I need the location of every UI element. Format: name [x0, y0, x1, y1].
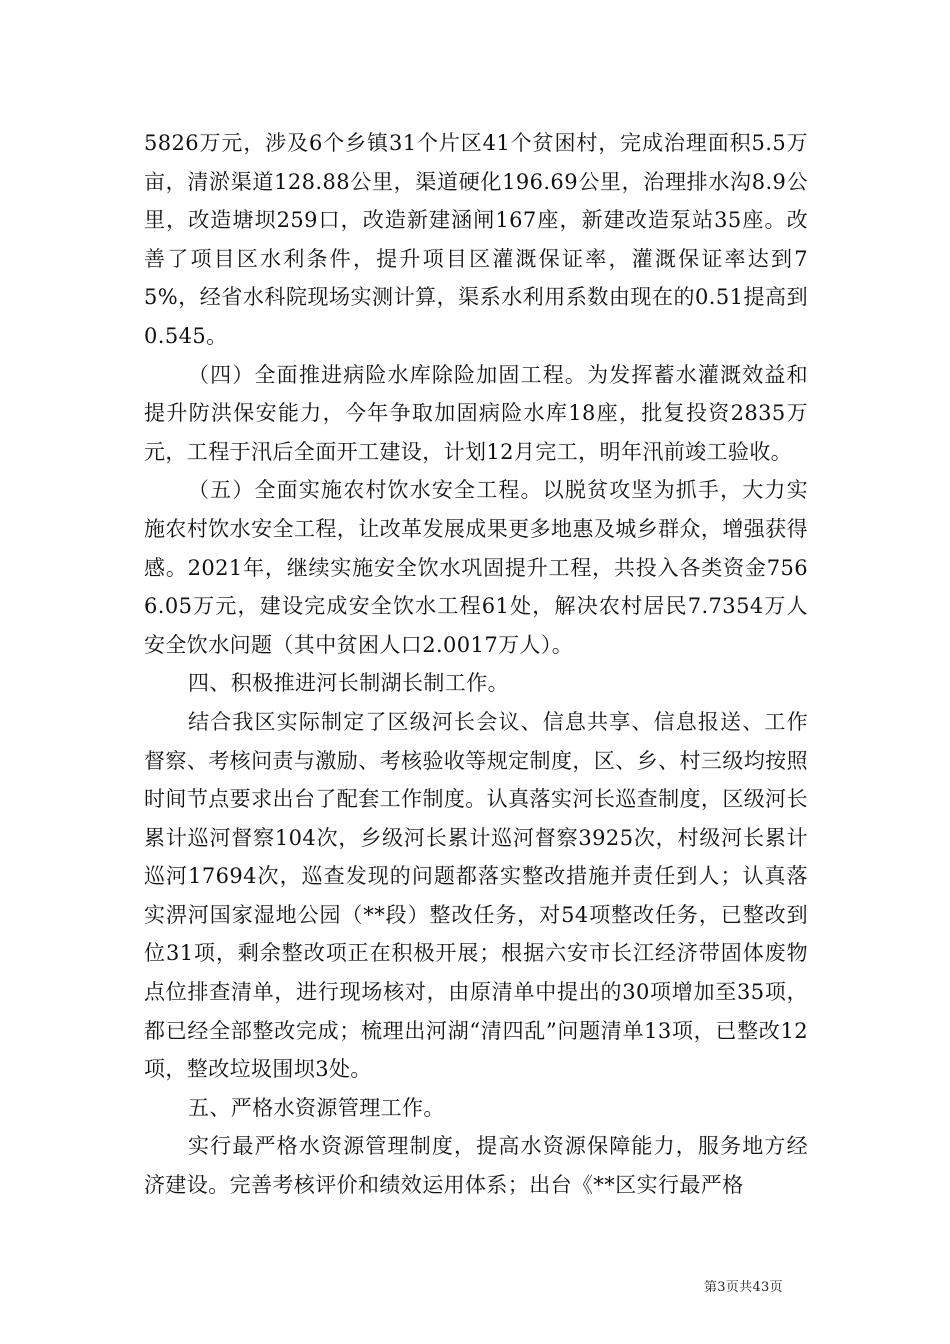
paragraph-reservoir-reinforcement: （四）全面推进病险水库除险加固工程。为发挥蓄水灌溉效益和提升防洪保安能力，今年争取加固病险水库18座，批复投资2835万元，工程于汛后全面开工建设，计划12月完工，明年汛前竣工验收。	[144, 362, 808, 464]
paragraph-river-chief-work: 结合我区实际制定了区级河长会议、信息共享、信息报送、工作督察、考核问责与激励、考核验收等规定制度，区、乡、村三级均按照时间节点要求出台了配套工作制度。认真落实河长巡查制度，区级河长累计巡河督察104次，乡级河长累计巡河督察3925次，村级河长累计巡河17694次，巡查发现的问题都落实整改措施并责任到人；认真落实淠河国家湿地公园（**段）整改任务，对54项整改任务，已整改到位31项，剩余整改项正在积极开展；根据六安市长江经济带固体废物点位排查清单，进行现场核对，由原清单中提出的30项增加至35项，都已经全部整改完成；梳理出河湖“清四乱”问题清单13项，已整改12项，整改垃圾围坝3处。	[144, 709, 808, 1082]
section-heading-water-resources: 五、严格水资源管理工作。	[188, 1095, 445, 1120]
section-heading-river-chief: 四、积极推进河长制湖长制工作。	[188, 671, 509, 696]
paragraph-rural-drinking-water: （五）全面实施农村饮水安全工程。以脱贫攻坚为抓手，大力实施农村饮水安全工程，让改革发展成果更多地惠及城乡群众，增强获得感。2021年，继续实施安全饮水巩固提升工程，共投入各类资金7566.05万元，建设完成安全饮水工程61处，解决农村居民7.7354万人安全饮水问题（其中贫困人口2.0017万人）。	[144, 478, 808, 657]
paragraph-water-resources-management: 实行最严格水资源管理制度，提高水资源保障能力，服务地方经济建设。完善考核评价和绩效运用体系；出台《**区实行最严格	[144, 1134, 808, 1198]
paragraph-continued-statistics: 5826万元，涉及6个乡镇31个片区41个贫困村，完成治理面积5.5万亩，清淤渠道128.88公里，渠道硬化196.69公里，治理排水沟8.9公里，改造塘坝259口，改造新建涵闸167座，新建改造泵站35座。改善了项目区水利条件，提升项目区灌溉保证率，灌溉保证率达到75%，经省水科院现场实测计算，渠系水利用系数由现在的0.51提高到0.545。	[144, 131, 808, 348]
page-number-footer: 第3页共43页	[704, 1280, 783, 1295]
document-body	[144, 124, 808, 1205]
